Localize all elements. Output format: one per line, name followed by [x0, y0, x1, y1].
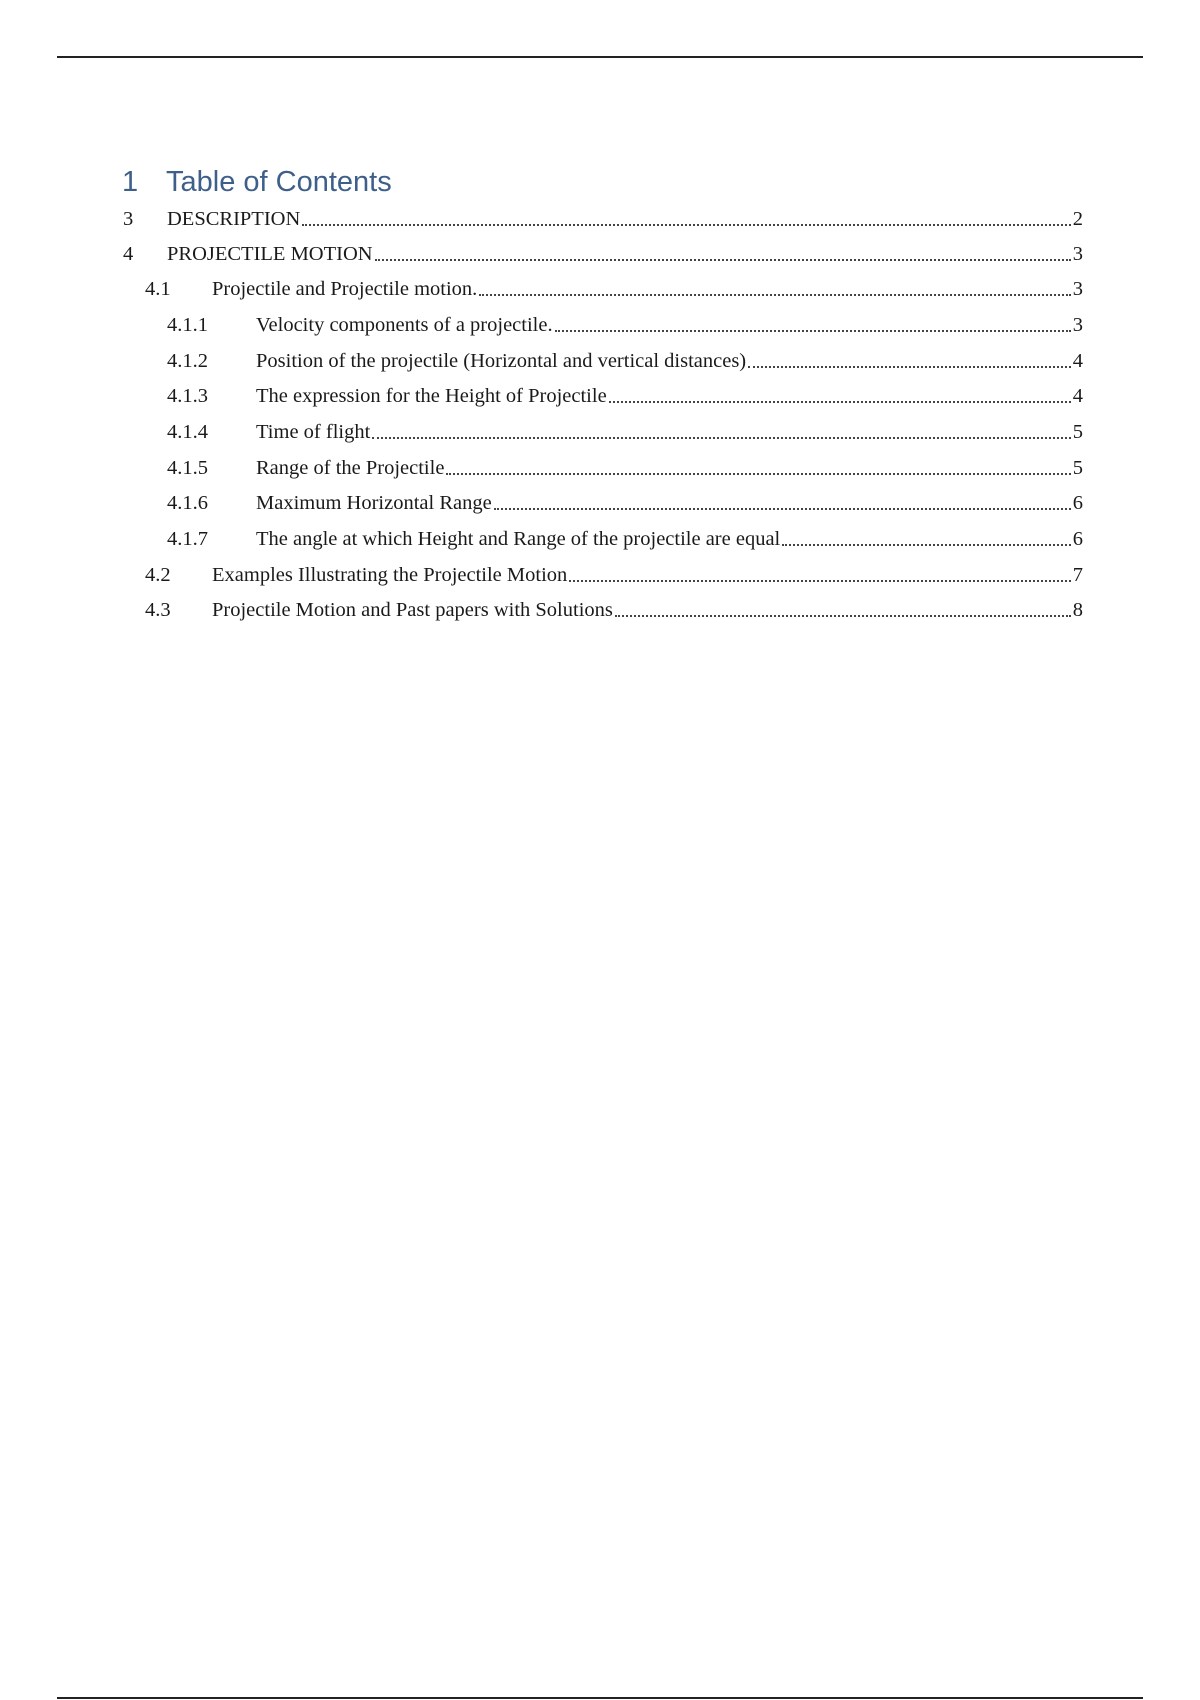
toc-entry-4-2[interactable] — [145, 562, 1083, 588]
toc-entry-page: 4 — [1072, 385, 1083, 407]
toc-entry-description[interactable] — [123, 206, 1083, 232]
toc-entry-title: Position of the projectile (Horizontal and vertical distances) — [256, 350, 747, 372]
toc-entry-number: 4 — [123, 243, 134, 265]
toc-entry-number: 4.1 — [145, 278, 171, 300]
toc-entry-title: Time of flight — [256, 421, 371, 443]
toc-entry-title: Projectile and Projectile motion. — [212, 278, 478, 300]
toc-entry-title: The expression for the Height of Projectile — [256, 385, 607, 407]
dot-leader — [372, 437, 1070, 439]
toc-entry-4-1-2[interactable] — [167, 348, 1083, 374]
toc-entry-title: Projectile Motion and Past papers with Solutions — [212, 599, 613, 621]
toc-heading-number: 1 — [122, 166, 139, 198]
toc-entry-number: 3 — [123, 208, 134, 230]
dot-leader — [479, 294, 1070, 296]
toc-entry-page: 8 — [1072, 599, 1083, 621]
dot-leader — [446, 473, 1070, 475]
toc-entry-number: 4.1.2 — [167, 350, 208, 372]
toc-entry-number: 4.1.5 — [167, 457, 208, 479]
toc-entry-projectile-motion[interactable] — [123, 241, 1083, 267]
dot-leader — [748, 366, 1071, 368]
toc-entry-number: 4.1.7 — [167, 528, 208, 550]
toc-entry-number: 4.2 — [145, 564, 171, 586]
toc-entry-4-3[interactable] — [145, 597, 1083, 623]
toc-entry-number: 4.1.3 — [167, 385, 208, 407]
toc-entry-title: DESCRIPTION — [167, 208, 301, 230]
dot-leader — [555, 330, 1071, 332]
toc-entry-page: 2 — [1072, 208, 1083, 230]
toc-entry-page: 7 — [1072, 564, 1083, 586]
dot-leader — [302, 224, 1070, 226]
toc-entry-title: Examples Illustrating the Projectile Motion — [212, 564, 568, 586]
toc-entry-4-1-4[interactable] — [167, 419, 1083, 445]
toc-entry-page: 3 — [1072, 314, 1083, 336]
toc-entry-number: 4.1.6 — [167, 492, 208, 514]
toc-entry-4-1-5[interactable] — [167, 455, 1083, 481]
toc-entry-title: PROJECTILE MOTION — [167, 243, 373, 265]
header-rule — [57, 56, 1143, 58]
toc-entry-number: 4.1.4 — [167, 421, 208, 443]
toc-entry-4-1-1[interactable] — [167, 312, 1083, 338]
dot-leader — [615, 615, 1071, 617]
toc-entry-4-1-7[interactable] — [167, 526, 1083, 552]
toc-entry-4-1[interactable] — [145, 276, 1083, 302]
toc-entry-page: 3 — [1072, 278, 1083, 300]
toc-heading-title: Table of Contents — [166, 166, 392, 198]
toc-entry-title: The angle at which Height and Range of the projectile are equal — [256, 528, 781, 550]
toc-entry-4-1-6[interactable] — [167, 490, 1083, 516]
dot-leader — [375, 259, 1071, 261]
toc-entry-page: 6 — [1072, 528, 1083, 550]
dot-leader — [609, 401, 1071, 403]
toc-entry-4-1-3[interactable] — [167, 383, 1083, 409]
toc-heading — [122, 166, 392, 199]
toc-entry-number: 4.3 — [145, 599, 171, 621]
toc-entry-number: 4.1.1 — [167, 314, 208, 336]
dot-leader — [782, 544, 1071, 546]
toc-entry-title: Range of the Projectile — [256, 457, 445, 479]
toc-entry-page: 6 — [1072, 492, 1083, 514]
dot-leader — [494, 508, 1071, 510]
toc-entry-page: 4 — [1072, 350, 1083, 372]
toc-entry-title: Maximum Horizontal Range — [256, 492, 492, 514]
toc-entry-page: 5 — [1072, 457, 1083, 479]
footer-rule — [57, 1697, 1143, 1699]
dot-leader — [569, 580, 1070, 582]
toc-entry-page: 3 — [1072, 243, 1083, 265]
toc-entry-page: 5 — [1072, 421, 1083, 443]
toc-entry-title: Velocity components of a projectile. — [256, 314, 553, 336]
